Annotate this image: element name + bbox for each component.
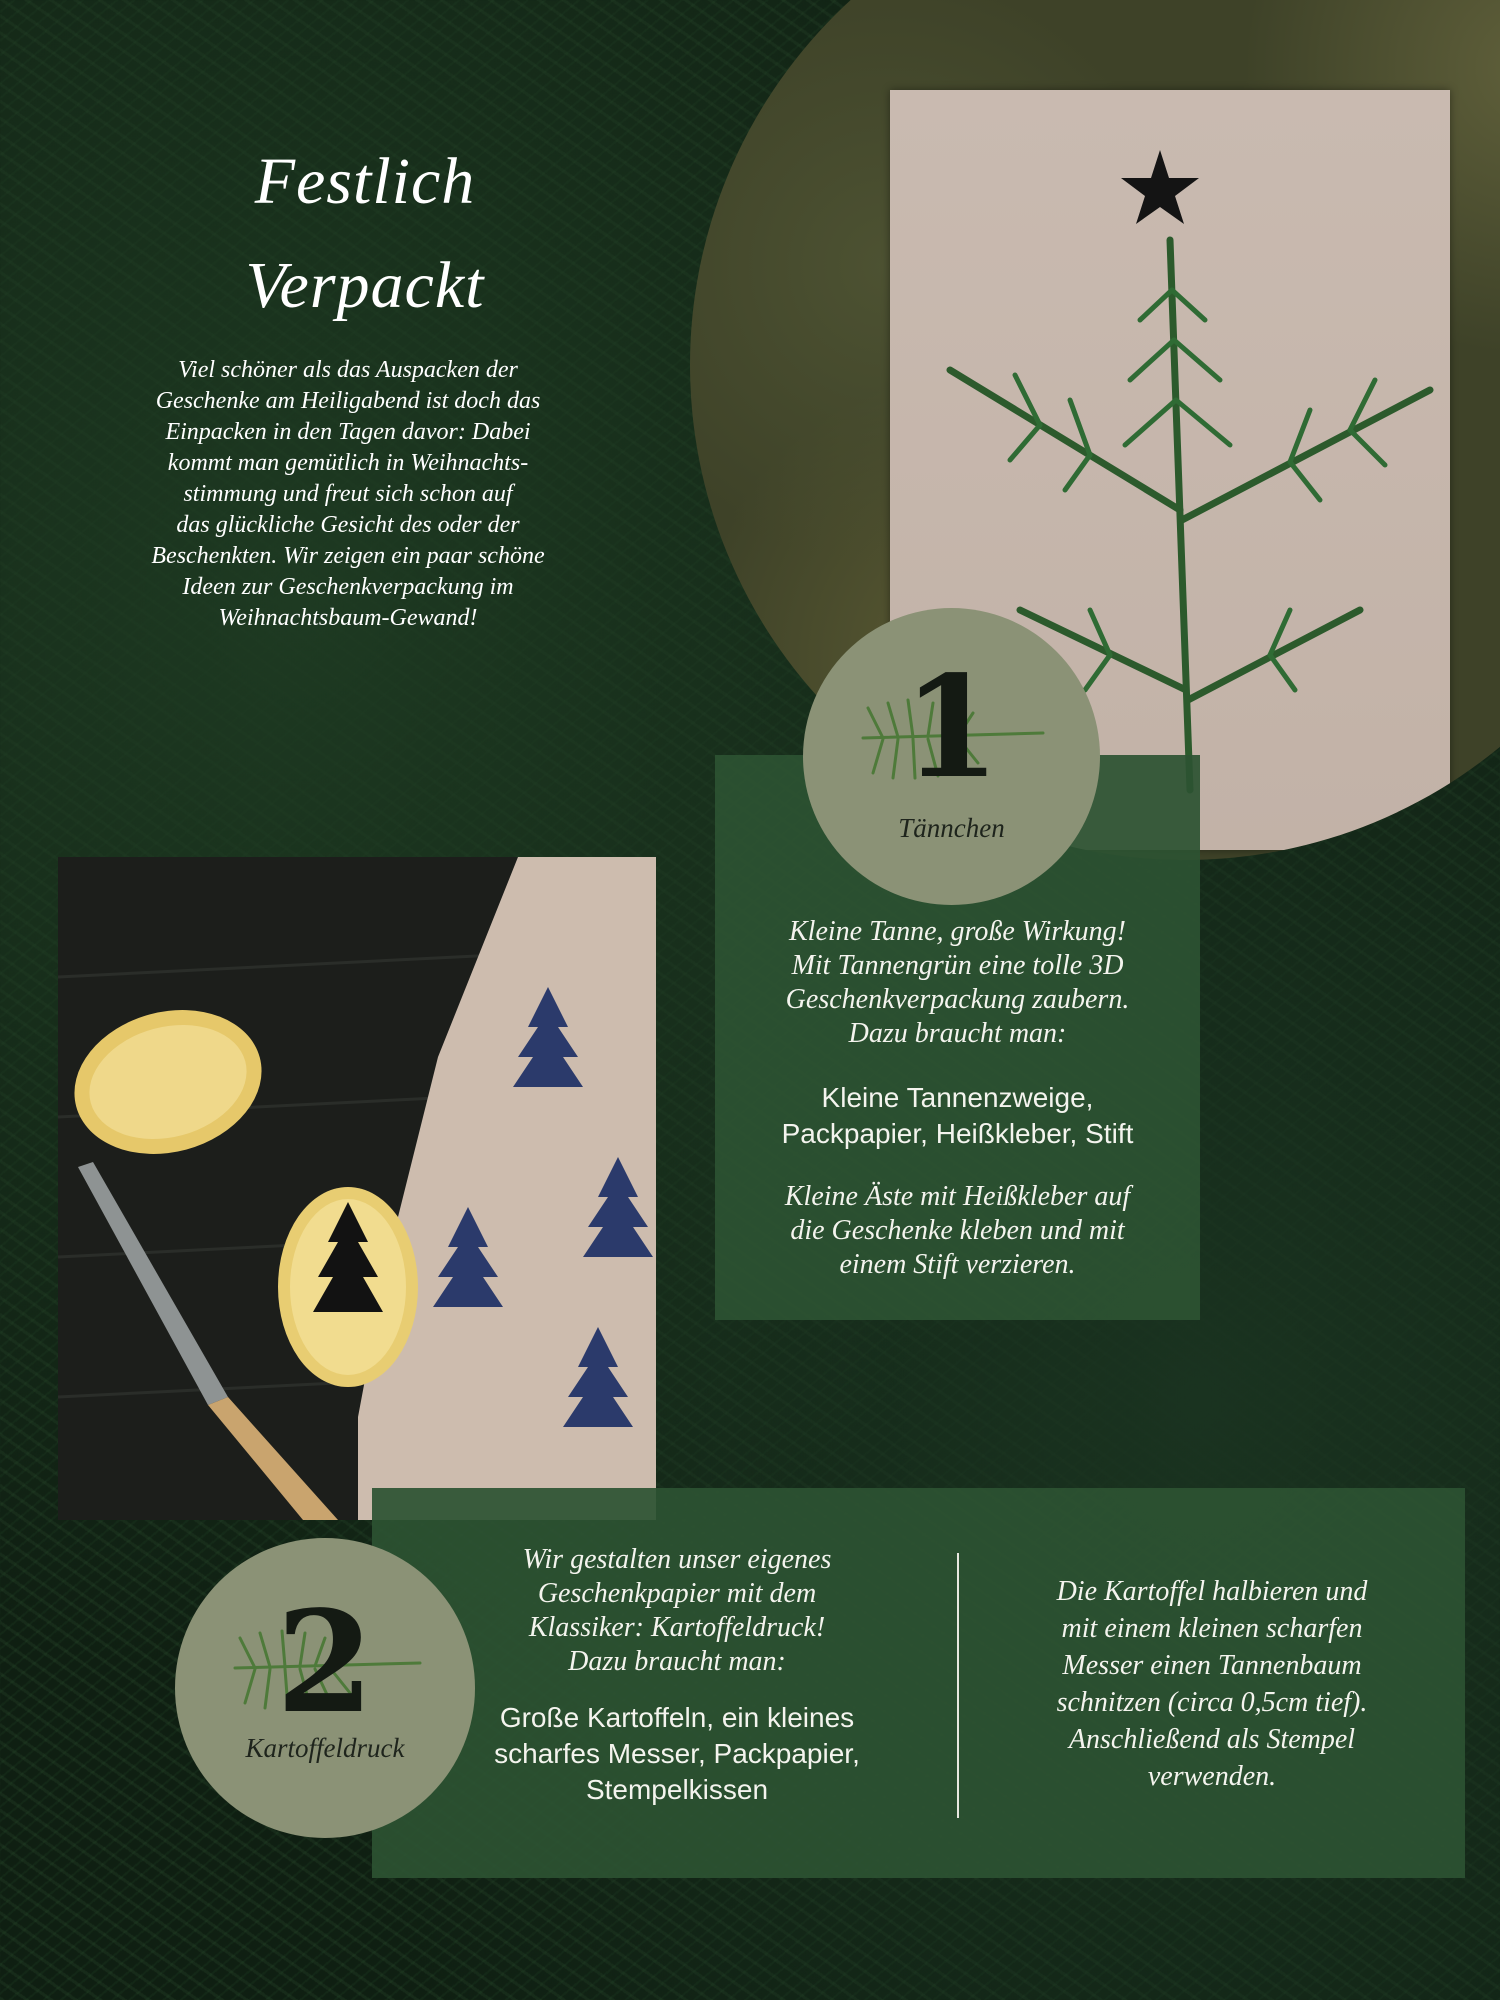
step2-instruction-line: verwenden.: [1147, 1761, 1277, 1792]
intro-line: das glückliche Gesicht des oder der: [176, 512, 520, 538]
step2-material-line: Stempelkissen: [585, 1774, 769, 1805]
step1-number: 1: [902, 646, 1001, 810]
step1-instruction-line: die Geschenke kleben und mit: [790, 1215, 1125, 1246]
intro-line: stimmung und freut sich schon auf: [183, 481, 513, 507]
title-line-1: Festlich: [254, 145, 476, 218]
step1-intro-line: Mit Tannengrün eine tolle 3D: [791, 950, 1124, 981]
intro-line: kommt man gemütlich in Weihnachts-: [167, 450, 529, 476]
intro-line: Viel schöner als das Auspacken der: [178, 357, 518, 383]
step1-intro-line: Kleine Tanne, große Wirkung!: [788, 916, 1126, 947]
intro-line: Weihnachtsbaum-Gewand!: [218, 605, 478, 631]
step2-materials: [462, 1700, 892, 1808]
step2-intro-line: Klassiker: Kartoffeldruck!: [528, 1612, 826, 1643]
step2-instruction-line: Die Kartoffel halbieren und: [1056, 1576, 1368, 1607]
step2-box: [372, 1488, 1465, 1878]
step2-material-line: Große Kartoffeln, ein kleines: [499, 1702, 855, 1733]
step2-intro-line: Wir gestalten unser eigenes: [522, 1544, 832, 1575]
intro-paragraph: [58, 355, 638, 634]
step2-instruction-line: mit einem kleinen scharfen: [1061, 1613, 1363, 1644]
step1-label: Tännchen: [898, 813, 1005, 843]
step2-material-line: scharfes Messer, Packpapier,: [494, 1738, 860, 1769]
step2-label: Kartoffeldruck: [245, 1733, 405, 1763]
step2-instruction-line: schnitzen (circa 0,5cm tief).: [1056, 1687, 1368, 1718]
step2-instruction-line: Messer einen Tannenbaum: [1062, 1650, 1362, 1681]
step1-intro-line: Dazu braucht man:: [848, 1018, 1067, 1049]
potato-stamp-photo: [58, 857, 656, 1520]
step2-instruction-line: Anschließend als Stempel: [1068, 1724, 1356, 1755]
step2-intro-line: Geschenkpapier mit dem: [537, 1578, 817, 1609]
step1-badge: [803, 608, 1100, 905]
step2-intro-line: Dazu braucht man:: [568, 1646, 786, 1677]
step1-intro: [715, 915, 1200, 1051]
intro-line: Ideen zur Geschenkverpackung im: [182, 574, 514, 600]
step1-material-line: Packpapier, Heißkleber, Stift: [781, 1118, 1134, 1149]
column-divider: [957, 1553, 959, 1818]
step2-badge: [175, 1538, 475, 1838]
intro-line: Beschenkten. Wir zeigen ein paar schöne: [151, 543, 545, 569]
step2-intro: [462, 1543, 892, 1679]
step1-instruction-line: Kleine Äste mit Heißkleber auf: [784, 1181, 1131, 1212]
title-line-2: Verpackt: [245, 249, 485, 322]
step1-material-line: Kleine Tannenzweige,: [821, 1082, 1094, 1113]
intro-line: Einpacken in den Tagen davor: Dabei: [165, 419, 531, 445]
potato-stamp-illustration: [58, 857, 656, 1520]
step1-instructions: [715, 1180, 1200, 1282]
page-title: [150, 130, 580, 338]
step2-number: 2: [276, 1581, 374, 1745]
step2-instructions: [982, 1573, 1442, 1795]
intro-line: Geschenke am Heiligabend ist doch das: [155, 388, 541, 414]
step1-instruction-line: einem Stift verzieren.: [839, 1249, 1076, 1280]
star-icon: [1121, 150, 1199, 224]
step1-materials: [715, 1080, 1200, 1152]
step1-intro-line: Geschenkverpackung zaubern.: [785, 984, 1130, 1015]
